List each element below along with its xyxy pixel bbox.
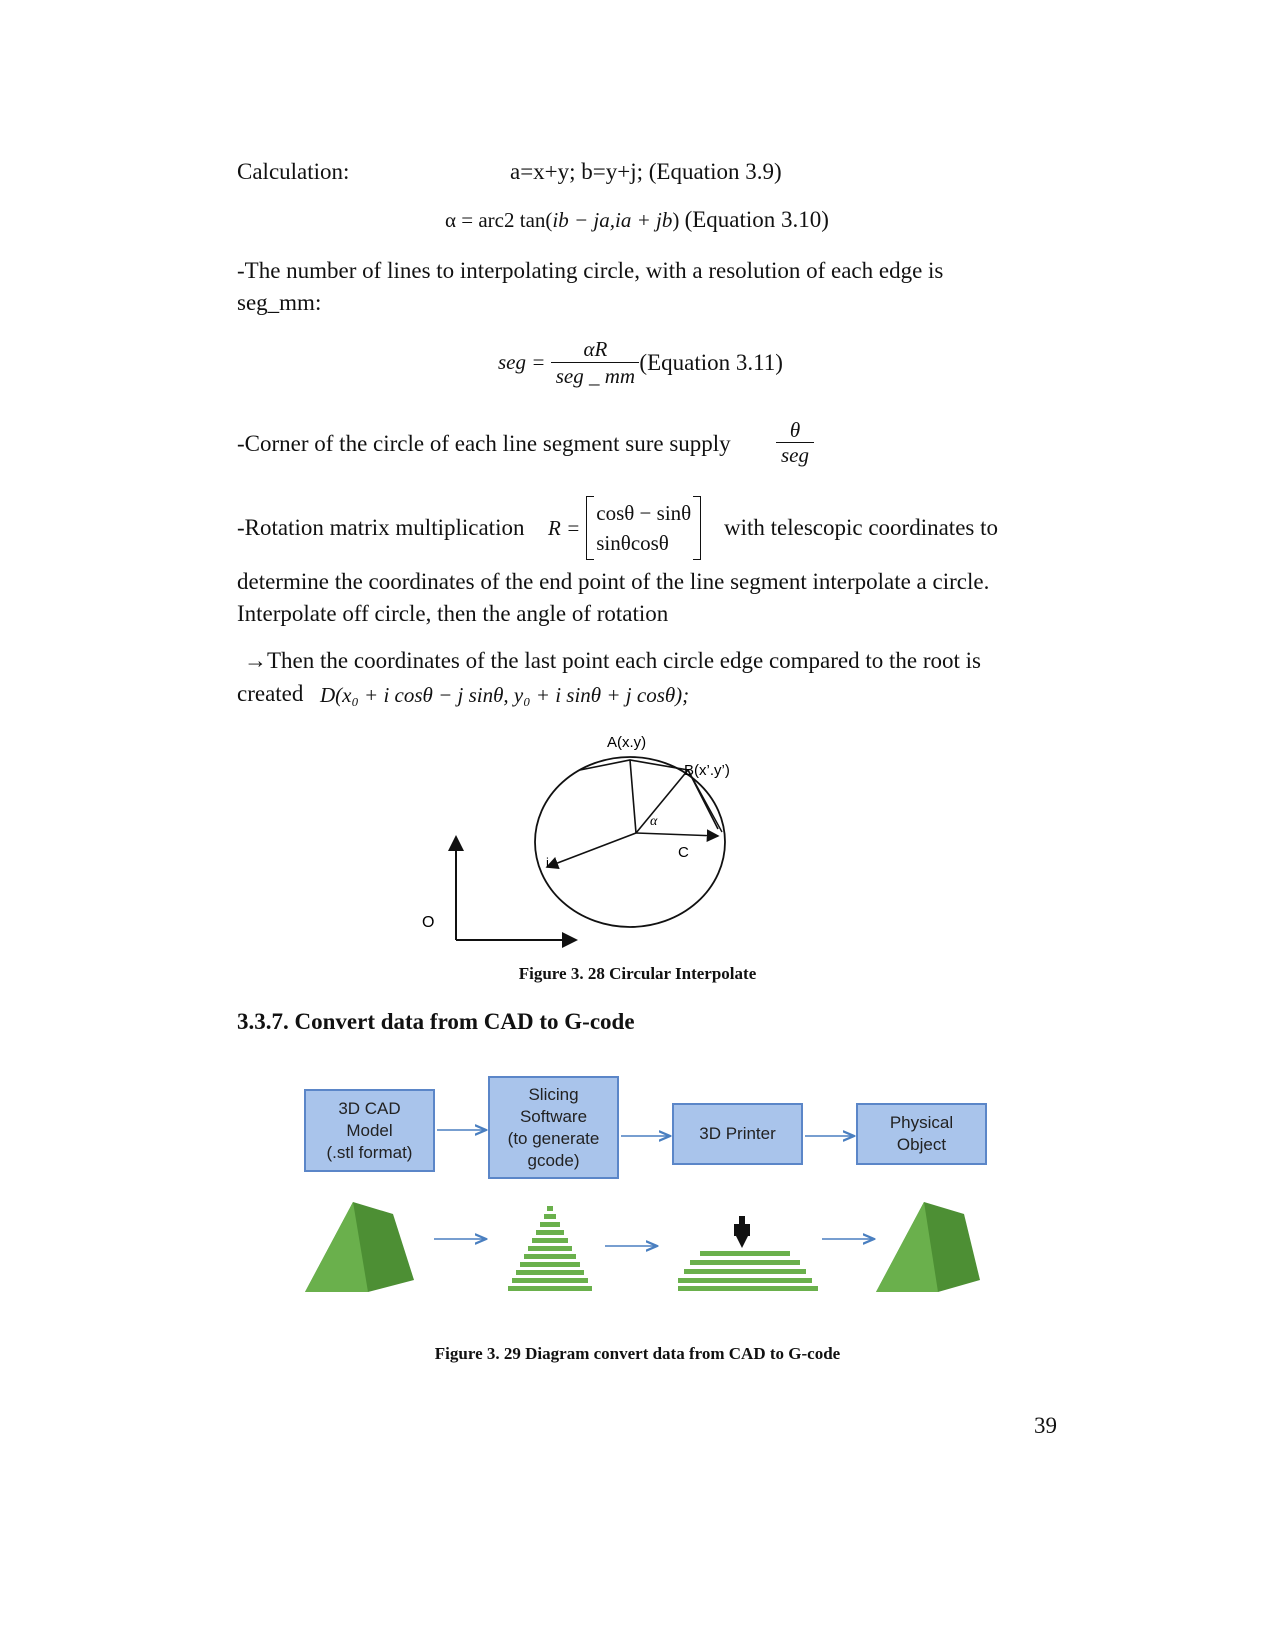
para1-line2: seg_mm: [237,290,322,315]
matrix-row-1: cosθ − sinθ [596,501,692,525]
cad-prism-icon [305,1202,414,1292]
label-i: i [546,855,549,870]
corner-numerator: θ [789,418,801,442]
para2-line1: determine the coordinates of the end point of the line segment interpolate a circle. [237,569,990,594]
label-b: B(x’.y’) [684,762,730,779]
cad-to-gcode-diagram-art [290,1120,1010,1300]
equation-3-10 [445,204,829,236]
radius-c [636,833,718,836]
printed-layers-icon [678,1251,818,1291]
radius-a [630,760,636,833]
section-heading: 3.3.7. Convert data from CAD to G-code [237,1009,635,1034]
equation-3-9: a=x+y; b=y+j; (Equation 3.9) [510,159,782,184]
label-o: O [422,914,435,931]
corner-fraction [776,418,814,467]
box2-line2: Software [519,1106,588,1126]
para3-line1: →Then the coordinates of the last point each circle edge compared to the root is [244,648,982,673]
eq311-tag: (Equation 3.11) [639,349,783,375]
coordinate-formula: D(x₀ + i cosθ − j sinθ, y₀ + i sinθ + j cosθ); [320,683,690,707]
label-alpha: α [650,814,658,829]
interpolation-circle [535,757,725,927]
box1-line1: 3D CAD [338,1098,401,1118]
eq310-args: ib − ja,ia + jb [552,208,673,232]
eq310-rhs: ) [672,208,680,232]
eq311-denominator: seg _ mm [555,364,636,388]
box2-line3: (to generate [507,1128,600,1148]
label-c: C [678,844,689,861]
box2-line4: gcode) [527,1150,580,1170]
matrix-row-2: sinθcosθ [596,531,669,555]
page-number: 39 [1034,1413,1057,1438]
corner-denominator: seg [781,443,809,467]
box4-line2: Object [896,1135,947,1154]
box1-line2: Model [346,1120,393,1140]
para3-line2-prefix: created [237,681,304,706]
rotation-lhs: R = [548,515,581,540]
eq310-tag: (Equation 3.10) [684,207,829,232]
rotation-text: -Rotation matrix multiplication [237,515,525,540]
radius-o [547,833,636,867]
radius-b [636,770,688,833]
rotation-matrix-equation [548,496,701,560]
label-a: A(x.y) [607,734,647,751]
physical-object-prism-icon [876,1202,980,1292]
box4-line1: Physical [889,1113,954,1132]
box2-line1: Slicing [528,1084,579,1104]
eq311-lhs: seg = [498,350,546,374]
chord-b-c [688,770,722,832]
circular-interpolate-figure [400,725,780,955]
calculation-label: Calculation: [237,159,350,184]
figure-29-caption: Figure 3. 29 Diagram convert data from CAD to G-code [434,1344,841,1363]
sliced-pyramid-icon [508,1206,592,1291]
para2-line2: Interpolate off circle, then the angle of rotation [237,601,669,626]
printer-nozzle-icon [734,1216,750,1248]
equation-3-11 [498,336,783,389]
rotation-after: with telescopic coordinates to [724,515,999,540]
rotation-matrix [586,496,701,560]
figure-28-caption: Figure 3. 28 Circular Interpolate [518,964,757,983]
eq310-lhs: α = arc2 tan( [445,208,553,232]
para1-line1: -The number of lines to interpolating circle, with a resolution of each edge is [237,258,944,283]
eq311-fraction [551,336,639,389]
box3-line1: 3D Printer [699,1124,776,1143]
box1-line3: (.stl format) [326,1142,413,1162]
eq311-numerator: αR [583,337,608,361]
corner-text: -Corner of the circle of each line segment sure supply [237,431,731,456]
